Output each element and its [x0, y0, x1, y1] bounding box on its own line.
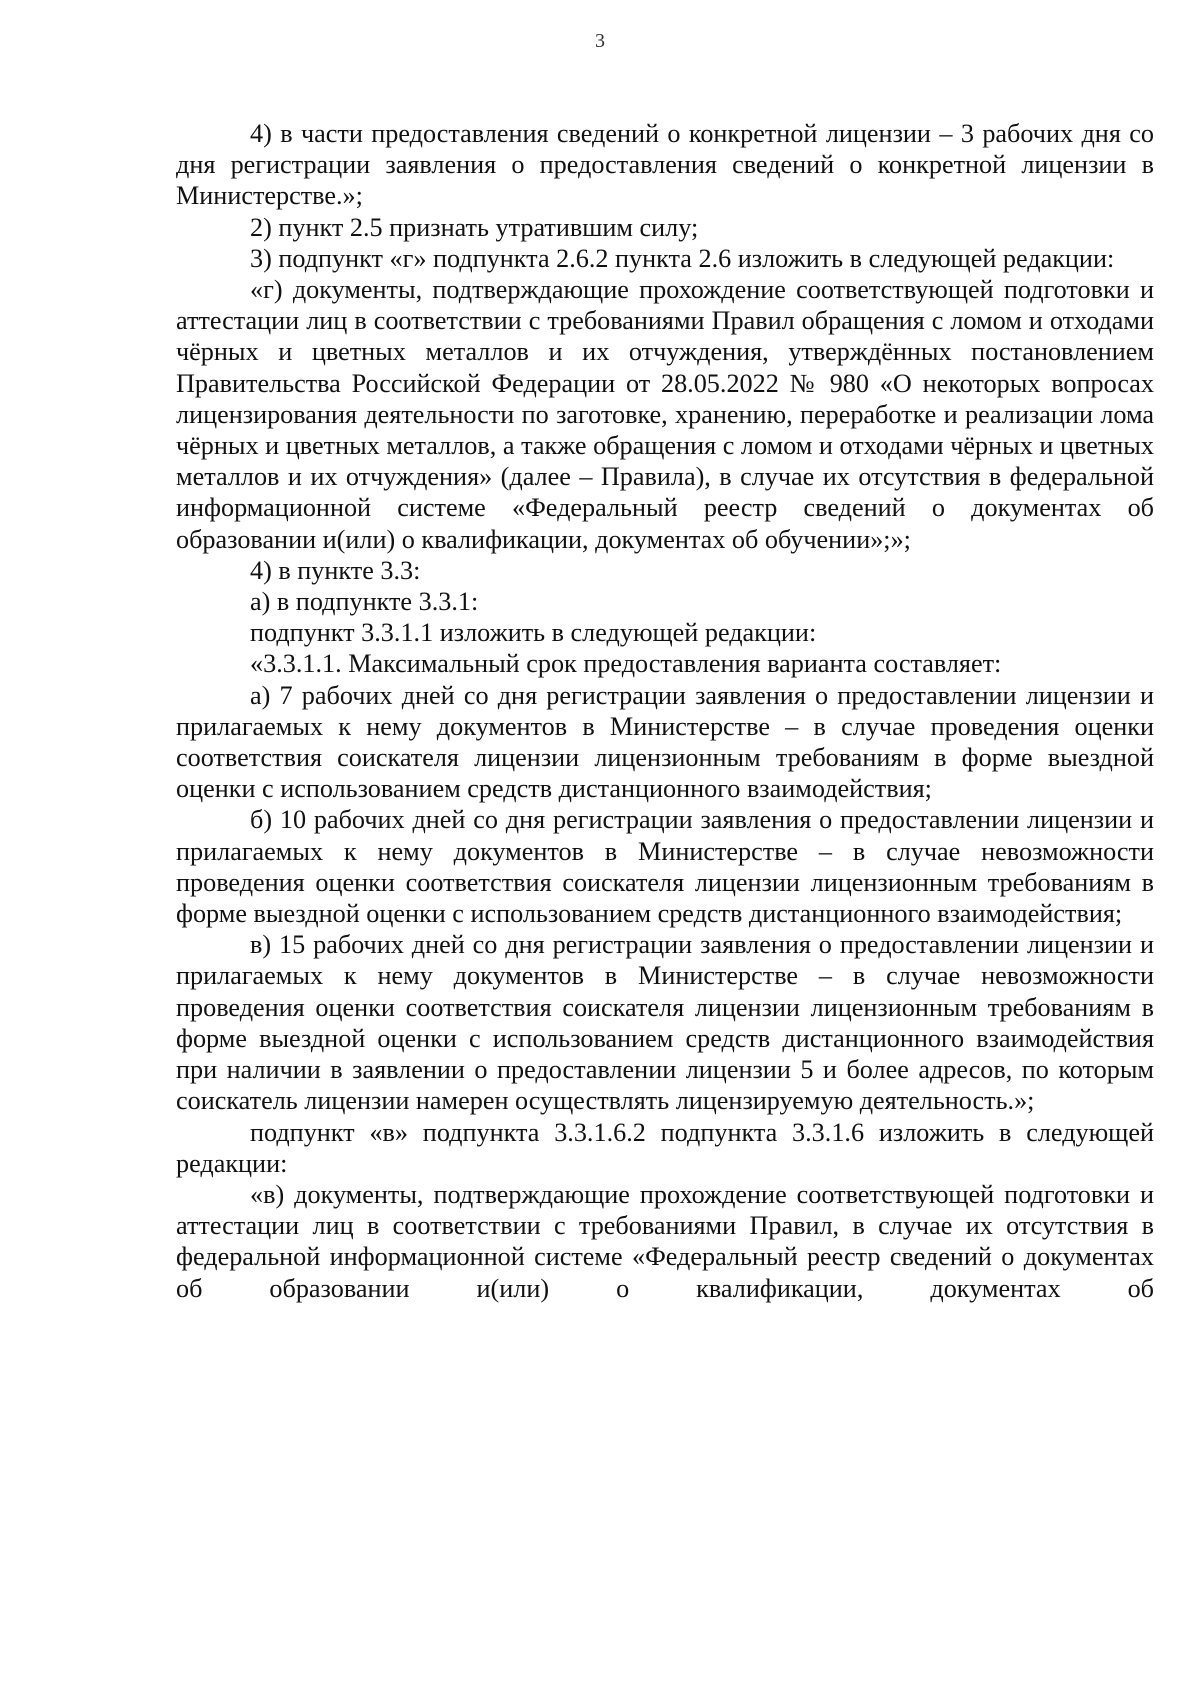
paragraph: 3) подпункт «г» подпункта 2.6.2 пункта 2.6 изложить в следующей редакции: [250, 243, 1115, 273]
paragraph: а) 7 рабочих дней со дня регистрации заявления о предоставлении лицензии и прилагаемых к нему документов в Министерстве – в случае проведения оценки соответствия соискателя лицензии лицензионным требованиям в форме выездной оценки с использованием средств дистанционного взаимодействия; [176, 680, 1154, 804]
paragraph: подпункт «в» подпункта 3.3.1.6.2 подпункта 3.3.1.6 изложить в следующей редакции: [176, 1117, 1154, 1178]
paragraph: «г) документы, подтверждающие прохождение соответствующей подготовки и аттестации лиц в соответствии с требованиями Правил обращения с ломом и отходами чёрных и цветных металлов и их отчуждения, утверждённых постановлением Правительства Российской Федерации от 28.05.2022 № 980 «О некоторых вопросах лицензирования деятельности по заготовке, хранению, переработке и реализации лома чёрных и цветных металлов, а также обращения с ломом и отходами чёрных и цветных металлов и их отчуждения» (далее – Правила), в случае их отсутствия в федеральной информационной системе «Федеральный реестр сведений о документах об образовании и(или) о квалификации, документах об обучении»;»; [176, 275, 1154, 554]
paragraph: а) в подпункте 3.3.1: [250, 587, 479, 617]
paragraph: 4) в пункте 3.3: [250, 555, 421, 585]
paragraph: «3.3.1.1. Максимальный срок предоставления варианта составляет: [250, 649, 1002, 679]
paragraph: 2) пункт 2.5 признать утратившим силу; [250, 212, 699, 242]
paragraph: «в) документы, подтверждающие прохождение соответствующей подготовки и аттестации лиц в соответствии с требованиями Правил, в случае их отсутствия в федеральной информационной системе «Федеральный реестр сведений о документах об образовании и(или) о квалификации, документах об [176, 1179, 1154, 1303]
document-body [176, 118, 1154, 1304]
page-number: 3 [595, 30, 605, 52]
paragraph: в) 15 рабочих дней со дня регистрации заявления о предоставлении лицензии и прилагаемых к нему документов в Министерстве – в случае невозможности проведения оценки соответствия соискателя лицензии лицензионным требованиям в форме выездной оценки с использованием средств дистанционного взаимодействия при наличии в заявлении о предоставлении лицензии 5 и более адресов, по которым соискатель лицензии намерен осуществлять лицензируемую деятельность.»; [176, 930, 1154, 1116]
paragraph: подпункт 3.3.1.1 изложить в следующей редакции: [250, 618, 817, 648]
paragraph: 4) в части предоставления сведений о конкретной лицензии – 3 рабочих дня со дня регистрации заявления о предоставления сведений о конкретной лицензии в Министерстве.»; [176, 119, 1154, 211]
paragraph: б) 10 рабочих дней со дня регистрации заявления о предоставлении лицензии и прилагаемых к нему документов в Министерстве – в случае невозможности проведения оценки соответствия соискателя лицензии лицензионным требованиям в форме выездной оценки с использованием средств дистанционного взаимодействия; [176, 805, 1154, 929]
